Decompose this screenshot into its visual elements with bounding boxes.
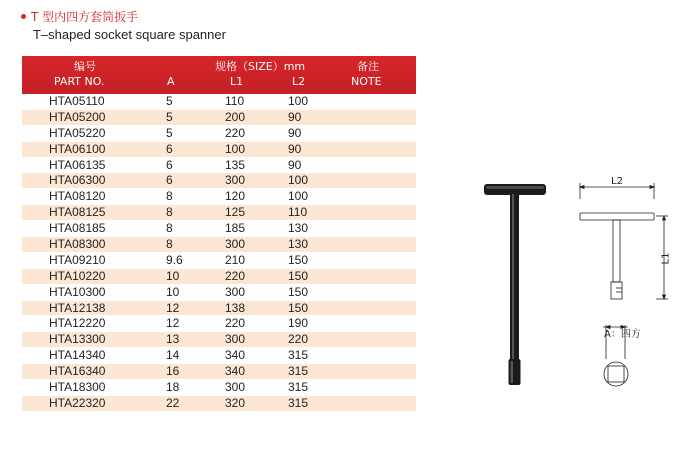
cell-l2: 315 [288, 380, 309, 395]
cell-a: 5 [166, 125, 173, 140]
cell-l2: 90 [288, 157, 302, 172]
cell-l1: 220 [225, 316, 246, 331]
product-figure [470, 175, 690, 390]
l1-label: L1 [660, 252, 672, 265]
table-row [22, 158, 416, 174]
cell-l2: 130 [288, 237, 309, 252]
cell-l1: 125 [225, 205, 246, 220]
cell-l1: 200 [225, 109, 246, 124]
cell-part-no: HTA10220 [49, 268, 106, 283]
cell-l2: 100 [288, 189, 309, 204]
a-label: A：四方 [604, 329, 641, 340]
table-body [22, 94, 416, 412]
cell-a: 10 [166, 268, 180, 283]
cell-l2: 90 [288, 141, 302, 156]
cell-l1: 210 [225, 252, 246, 267]
header-part-no-cn: 编号 [74, 60, 96, 73]
cell-part-no: HTA08120 [49, 189, 106, 204]
cell-a: 5 [166, 94, 173, 108]
cell-part-no: HTA06100 [49, 141, 106, 156]
cell-a: 18 [166, 380, 180, 395]
table-row [22, 380, 416, 396]
cell-l2: 150 [288, 300, 309, 315]
cell-l2: 190 [288, 316, 309, 331]
cell-l1: 220 [225, 268, 246, 283]
header-l2: L2 [292, 75, 306, 88]
cell-l2: 100 [288, 173, 309, 188]
cell-l2: 315 [288, 395, 309, 410]
cell-a: 6 [166, 141, 173, 156]
cell-part-no: HTA16340 [49, 364, 106, 379]
table-row [22, 348, 416, 364]
t-wrench-image [484, 184, 546, 385]
cell-part-no: HTA13300 [49, 332, 106, 347]
cell-part-no: HTA05220 [49, 125, 106, 140]
cell-part-no: HTA18300 [49, 380, 106, 395]
cell-part-no: HTA06135 [49, 157, 106, 172]
header-part-no-en: PART NO. [54, 75, 105, 88]
cell-l1: 138 [225, 300, 246, 315]
cell-a: 8 [166, 189, 173, 204]
cell-l2: 150 [288, 252, 309, 267]
cell-a: 16 [166, 364, 180, 379]
cell-a: 6 [166, 173, 173, 188]
cell-part-no: HTA12138 [49, 300, 106, 315]
table-row [22, 332, 416, 348]
cell-l2: 315 [288, 348, 309, 363]
table-row [22, 237, 416, 253]
cell-a: 10 [166, 284, 180, 299]
cell-l2: 110 [288, 205, 308, 220]
cell-l2: 90 [288, 109, 302, 124]
cell-part-no: HTA22320 [49, 395, 106, 410]
cell-l2: 220 [288, 332, 309, 347]
cell-a: 8 [166, 205, 173, 220]
header-a: A [167, 75, 175, 88]
header-size: 规格（SIZE）mm [215, 60, 306, 73]
title-chinese-text: T 型内四方套筒扳手 [31, 10, 139, 24]
cell-l1: 320 [225, 395, 246, 410]
cell-l1: 220 [225, 125, 246, 140]
table-row [22, 173, 416, 189]
cell-l2: 315 [288, 364, 309, 379]
cell-part-no: HTA14340 [49, 348, 106, 363]
cell-l1: 300 [225, 284, 246, 299]
cell-l1: 300 [225, 173, 246, 188]
table-row [22, 221, 416, 237]
cell-l1: 100 [225, 141, 246, 156]
table-row [22, 205, 416, 221]
cell-part-no: HTA08185 [49, 221, 106, 236]
dimension-drawing [580, 183, 668, 386]
cell-l2: 90 [288, 125, 302, 140]
cell-part-no: HTA10300 [49, 284, 106, 299]
table-row [22, 364, 416, 380]
bullet-icon [21, 14, 26, 19]
table-row [22, 126, 416, 142]
table-row [22, 269, 416, 285]
table-header [22, 56, 416, 94]
cell-a: 12 [166, 300, 180, 315]
cell-part-no: HTA05200 [49, 109, 106, 124]
table-row [22, 189, 416, 205]
table-row [22, 285, 416, 301]
cell-part-no: HTA09210 [49, 252, 106, 267]
title-chinese [21, 10, 138, 24]
cell-a: 9.6 [166, 252, 183, 267]
cell-part-no: HTA08300 [49, 237, 106, 252]
cell-l1: 135 [225, 157, 246, 172]
cell-a: 8 [166, 237, 173, 252]
table-row [22, 94, 416, 110]
table-row [22, 110, 416, 126]
cell-l1: 300 [225, 237, 246, 252]
cell-a: 8 [166, 221, 173, 236]
cell-l2: 100 [288, 94, 309, 108]
title-english: T–shaped socket square spanner [33, 27, 226, 42]
cell-l1: 185 [225, 221, 246, 236]
cell-a: 12 [166, 316, 180, 331]
cell-a: 22 [166, 395, 180, 410]
cell-a: 5 [166, 109, 173, 124]
cell-l1: 300 [225, 332, 246, 347]
table-row [22, 142, 416, 158]
table-row [22, 301, 416, 317]
table-row [22, 316, 416, 332]
cell-l1: 120 [225, 189, 246, 204]
cell-l1: 340 [225, 364, 246, 379]
header-note-en: NOTE [351, 75, 382, 88]
cell-a: 14 [166, 348, 180, 363]
cell-l1: 110 [225, 94, 245, 108]
spec-table [22, 56, 416, 412]
table-row [22, 396, 416, 412]
cell-a: 13 [166, 332, 180, 347]
cell-part-no: HTA05110 [49, 94, 105, 108]
l2-label: L2 [611, 176, 623, 187]
cell-l2: 130 [288, 221, 309, 236]
cell-part-no: HTA08125 [49, 205, 106, 220]
header-l1: L1 [230, 75, 244, 88]
cell-a: 6 [166, 157, 173, 172]
cell-l2: 150 [288, 268, 309, 283]
header-note-cn: 备注 [357, 60, 379, 73]
table-row [22, 253, 416, 269]
cell-part-no: HTA06300 [49, 173, 106, 188]
cell-part-no: HTA12220 [49, 316, 106, 331]
product-drawing [470, 175, 690, 390]
cell-l1: 340 [225, 348, 246, 363]
cell-l2: 150 [288, 284, 309, 299]
cell-l1: 300 [225, 380, 246, 395]
